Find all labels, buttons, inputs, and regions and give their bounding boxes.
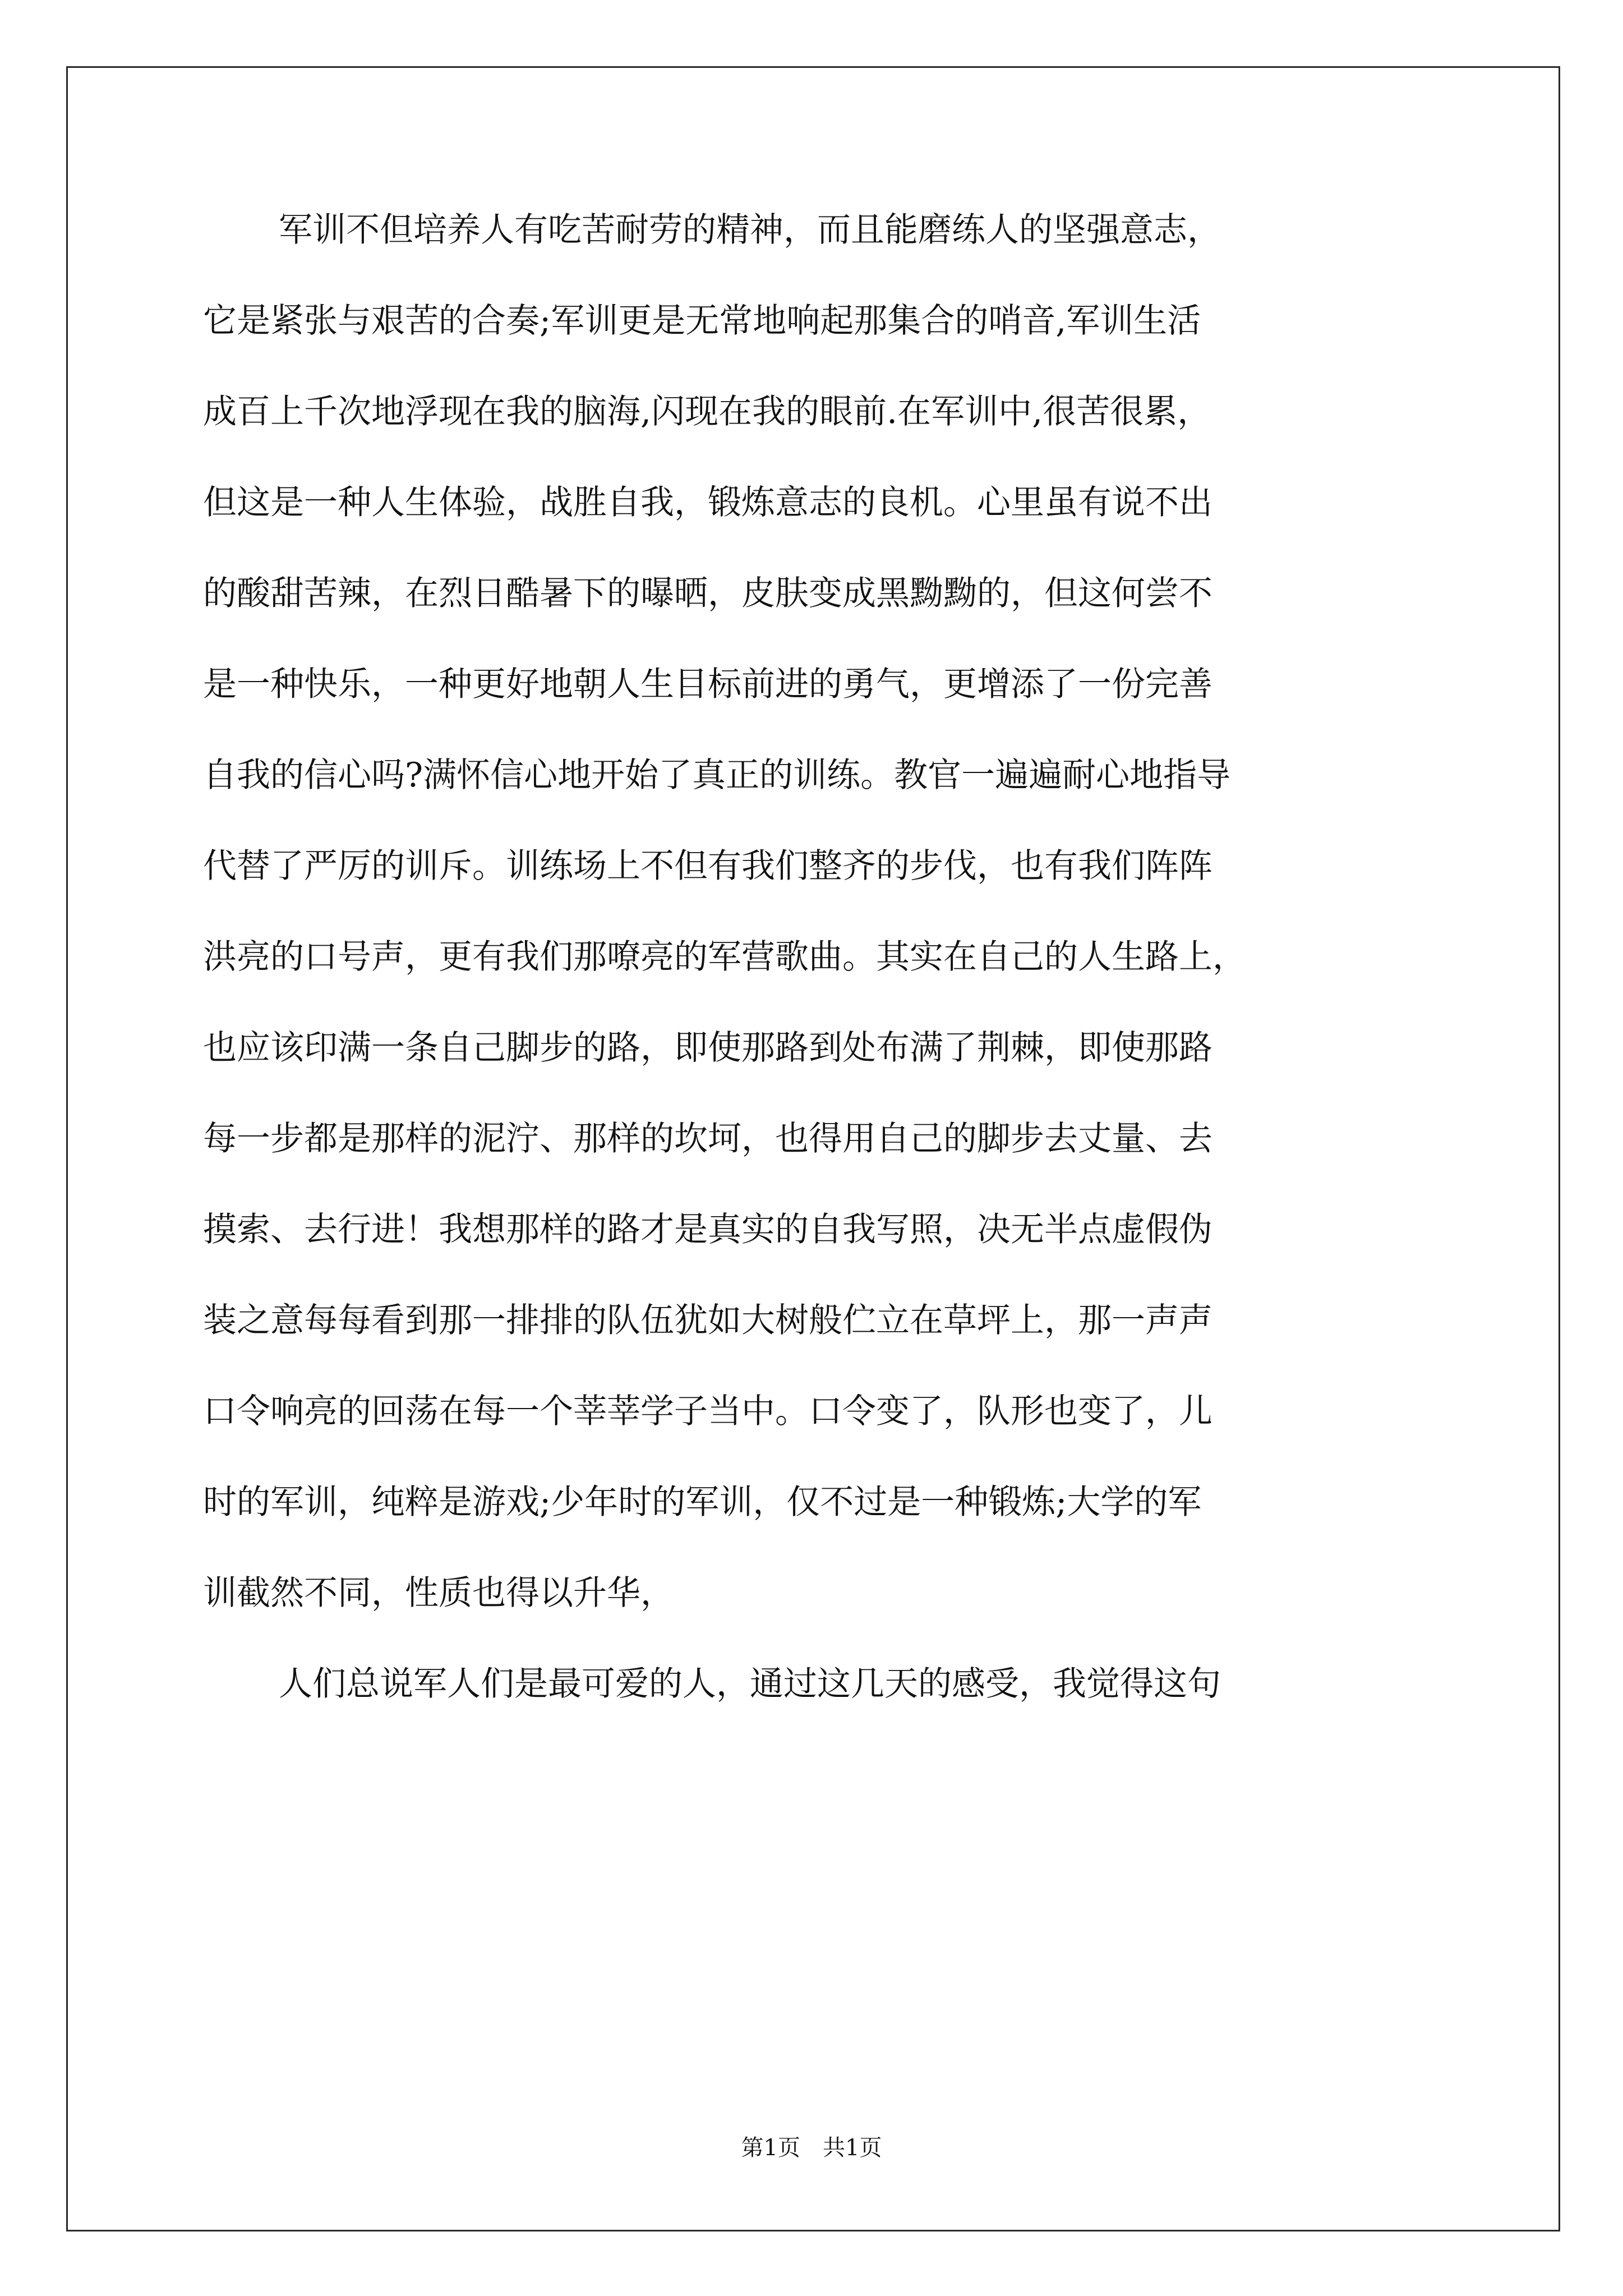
text-line: 装之意每每看到那一排排的队伍犹如大树般伫立在草坪上，那一声声 <box>203 1301 1212 1340</box>
text-line: 也应该印满一条自己脚步的路，即使那路到处布满了荆棘，即使那路 <box>203 1028 1212 1068</box>
text-line: 摸索、去行进！我想那样的路才是真实的自我写照，决无半点虚假伪 <box>203 1210 1212 1249</box>
text-line: 口令响亮的回荡在每一个莘莘学子当中。口令变了，队形也变了，儿 <box>203 1392 1212 1431</box>
text-line: 它是紧张与艰苦的合奏;军训更是无常地响起那集合的哨音,军训生活 <box>203 301 1201 341</box>
text-line: 成百上千次地浮现在我的脑海,闪现在我的眼前.在军训中,很苦很累， <box>203 392 1211 431</box>
text-line: 代替了严厉的训斥。训练场上不但有我们整齐的步伐，也有我们阵阵 <box>203 846 1212 886</box>
document-body <box>203 210 1431 1704</box>
text-line: 是一种快乐，一种更好地朝人生目标前进的勇气，更增添了一份完善 <box>203 665 1212 704</box>
paragraph-2 <box>203 1664 1431 1704</box>
paragraph-1 <box>203 210 1431 1613</box>
text-line: 训截然不同，性质也得以升华， <box>203 1573 674 1613</box>
text-line: 洪亮的口号声，更有我们那嘹亮的军营歌曲。其实在自己的人生路上， <box>203 937 1246 977</box>
text-line: 每一步都是那样的泥泞、那样的坎坷，也得用自己的脚步去丈量、去 <box>203 1119 1212 1158</box>
text-line: 的酸甜苦辣，在烈日酷暑下的曝晒，皮肤变成黑黝黝的，但这何尝不 <box>203 574 1212 613</box>
text-line: 但这是一种人生体验，战胜自我，锻炼意志的良机。心里虽有说不出 <box>203 483 1212 522</box>
text-line: 军训不但培养人有吃苦耐劳的精神，而且能磨练人的坚强意志， <box>279 210 1221 250</box>
text-line: 人们总说军人们是最可爱的人，通过这几天的感受，我觉得这句 <box>279 1664 1221 1704</box>
text-line: 时的军训，纯粹是游戏;少年时的军训，仅不过是一种锻炼;大学的军 <box>203 1483 1202 1522</box>
text-line: 自我的信心吗?满怀信心地开始了真正的训练。教官一遍遍耐心地指导 <box>203 756 1231 795</box>
page-number-footer: 第1页 共1页 <box>741 2135 882 2161</box>
